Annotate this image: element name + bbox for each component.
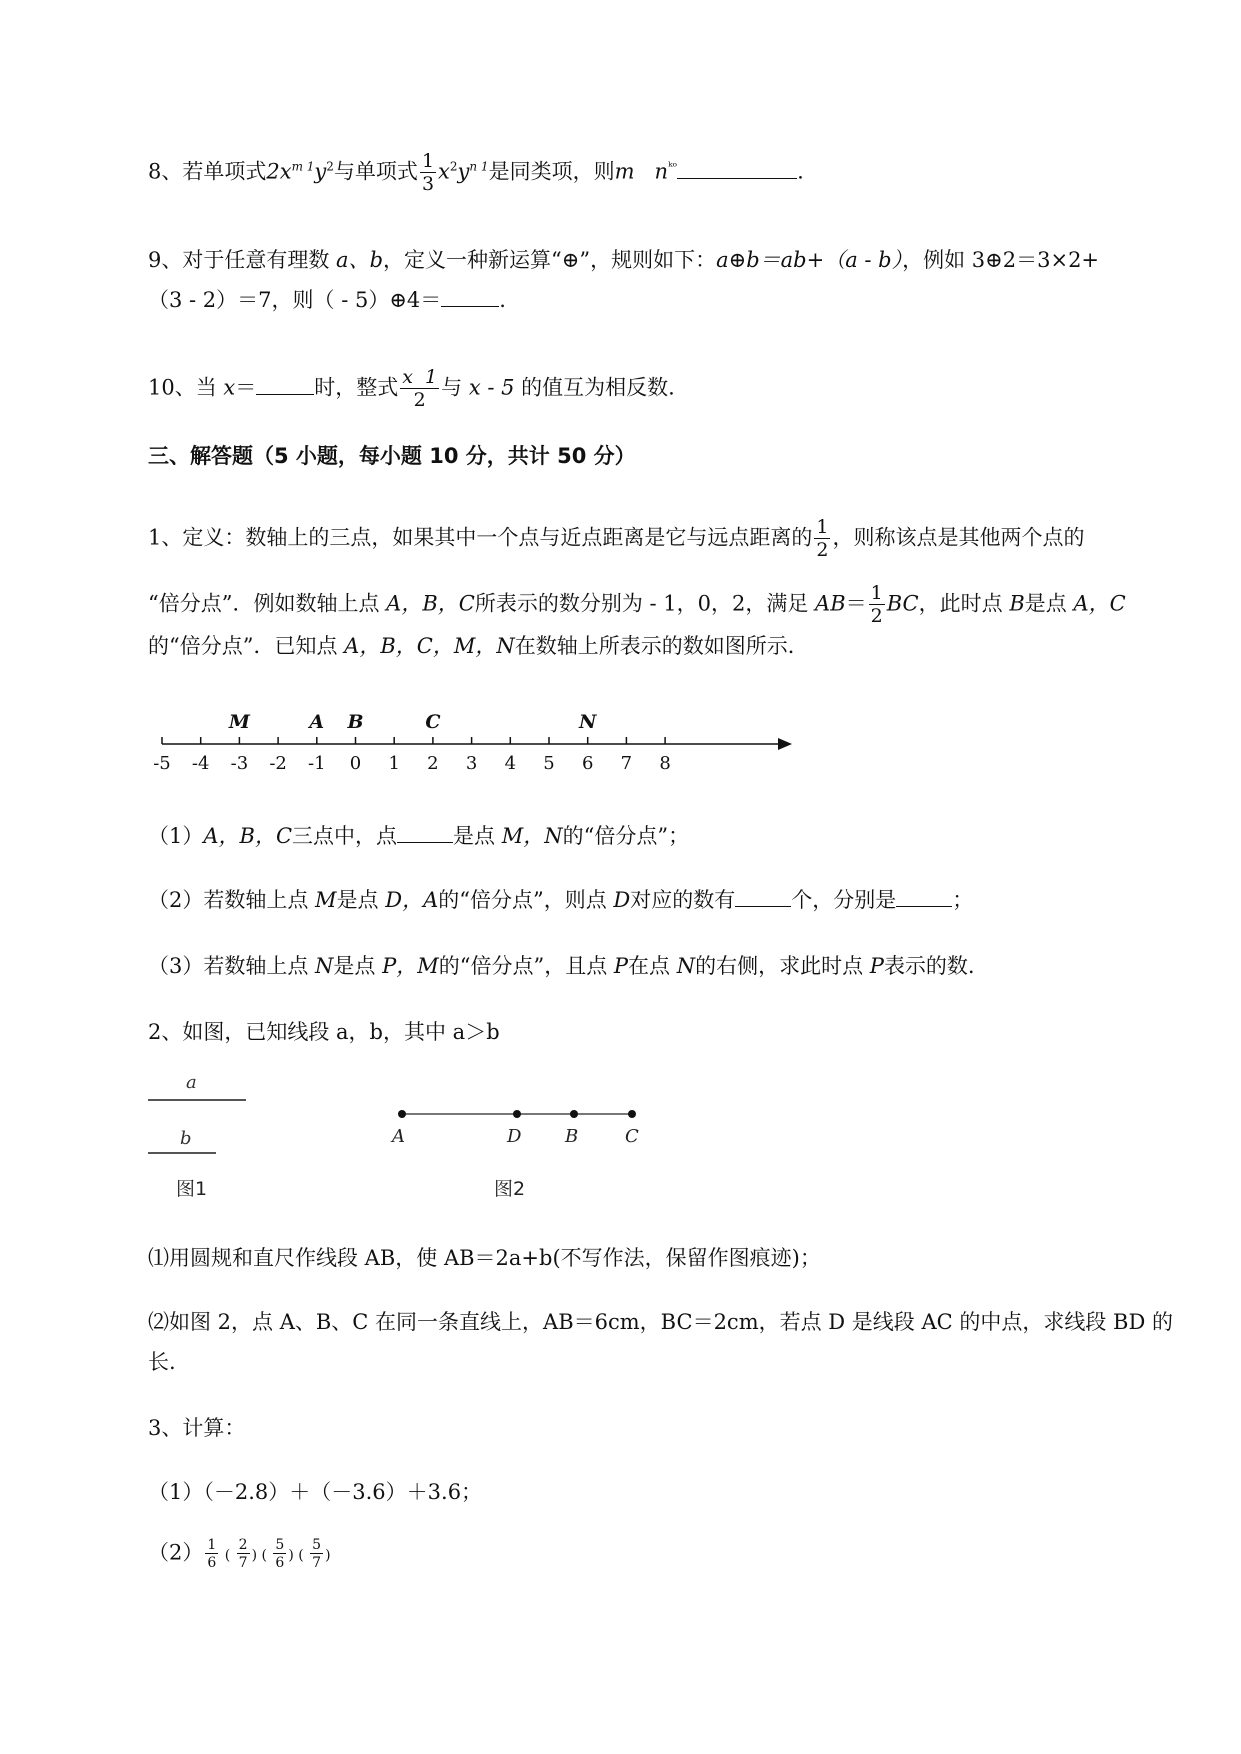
q8-y2: y xyxy=(457,159,470,184)
problem-1-sub-1 xyxy=(148,826,689,847)
p3-frac-2-den: 7 xyxy=(238,1555,248,1571)
q10-var-x: x xyxy=(223,375,236,400)
q8-answer-blank[interactable] xyxy=(677,174,797,179)
fig2-point-a xyxy=(398,1110,406,1118)
problem-2-sub-2-line-1: ⑵如图 2，点 A、B、C 在同一条直线上，AB＝6cm，BC＝2cm，若点 D 是线段 AC 的中点，求线段 BD 的 xyxy=(148,1310,1173,1334)
q10-frac-den: 2 xyxy=(413,389,426,411)
question-8 xyxy=(148,152,804,194)
p3-frac-4 xyxy=(310,1538,323,1570)
number-line-tick-label: -3 xyxy=(230,753,249,774)
number-line-point-label: M xyxy=(228,711,250,733)
fig2-point-b xyxy=(570,1110,578,1118)
p1-half-num-2: 1 xyxy=(870,582,883,604)
p1-text-d: 所表示的数分别为 - 1，0，2，满足 xyxy=(474,591,816,616)
number-line-tick-label: 8 xyxy=(659,753,671,774)
p3-close: ) xyxy=(325,1547,331,1564)
q8-frac-den: 3 xyxy=(421,173,435,195)
p3-frac-3 xyxy=(273,1538,286,1570)
number-line-tick-label: -1 xyxy=(308,753,326,774)
q8-suffix: 是同类项，则 xyxy=(488,159,615,184)
p1-point-b: B xyxy=(1009,591,1025,616)
fig1-label-a: a xyxy=(186,1072,197,1093)
number-line-ticks xyxy=(153,737,671,774)
number-line-tick-label: 7 xyxy=(620,753,633,774)
p1-sub3-text-c: 的“倍分点”，且点 xyxy=(438,954,614,978)
p3-frac-4-den: 7 xyxy=(312,1555,322,1571)
figure-1-segments xyxy=(140,1070,280,1200)
q8-x1-exp: m 1 xyxy=(291,159,315,174)
p1-text-g: 的“倍分点”．已知点 xyxy=(148,634,345,658)
p3-frac-2 xyxy=(237,1538,250,1570)
q9-text-b: ，定义一种新运算“⊕”，规则如下： xyxy=(383,248,717,272)
p1-sub3-text-a: （3）若数轴上点 xyxy=(148,954,316,978)
p3-sub2-prefix: （2） xyxy=(148,1540,204,1565)
p1-sub3-pm: P，M xyxy=(382,954,439,978)
q8-coef: 2 xyxy=(266,159,280,184)
q8-x2-exp: 2 xyxy=(449,159,458,174)
p1-half-den: 2 xyxy=(816,539,829,561)
p1-sub2-text-e: 个，分别是 xyxy=(791,888,897,912)
p3-frac-1-num: 1 xyxy=(207,1537,217,1553)
q9-answer-blank[interactable] xyxy=(441,302,499,307)
q10-frac-num: x 1 xyxy=(402,366,438,388)
q8-var-n: n xyxy=(654,159,669,184)
p3-op-3: ) ( xyxy=(288,1547,309,1564)
problem-1-sub-3 xyxy=(148,956,975,977)
problem-1-sub-2 xyxy=(148,890,973,911)
p1-sub1-blank[interactable] xyxy=(397,838,453,843)
number-line-tick-label: 3 xyxy=(465,753,478,774)
number-line-tick-label: 2 xyxy=(427,753,439,774)
p1-sub2-text-b: 是点 xyxy=(336,888,386,912)
number-line-tick-label: 6 xyxy=(581,753,594,774)
p1-sub2-text-c: 的“倍分点”，则点 xyxy=(438,888,614,912)
q9-text-a: 9、对于任意有理数 xyxy=(148,248,337,272)
q8-garble: ᵏᵒ xyxy=(668,159,678,174)
number-line-arrow xyxy=(778,738,792,750)
p3-op-1: ( xyxy=(220,1547,235,1564)
q10-prefix: 10、当 xyxy=(148,375,224,400)
p1-sub3-text-b: 是点 xyxy=(333,954,383,978)
q8-end: . xyxy=(797,159,804,184)
fig2-point-c xyxy=(628,1110,636,1118)
p1-text-b: ，则称该点是其他两个点的 xyxy=(832,525,1085,550)
q10-suffix-c: 的值互为相反数. xyxy=(514,375,675,400)
fig2-point-d xyxy=(513,1110,521,1118)
p1-text-a: 1、定义：数轴上的三点，如果其中一个点与近点距离是它与远点距离的 xyxy=(148,525,813,550)
q9-vars: a、b xyxy=(336,248,384,272)
p1-half-fraction-2 xyxy=(869,584,885,626)
p1-sub2-blank-count[interactable] xyxy=(735,902,791,907)
p1-text-c: “倍分点”．例如数轴上点 xyxy=(148,591,387,616)
figure-2-segment xyxy=(380,1090,670,1200)
number-line-point-label: C xyxy=(425,711,441,733)
p1-sub2-text-d: 对应的数有 xyxy=(630,888,736,912)
p1-sub2-d: D xyxy=(613,888,631,912)
problem-1-line-2 xyxy=(148,584,1126,626)
q8-x1: x xyxy=(279,159,292,184)
q8-var-m: m xyxy=(614,159,635,184)
p1-sub1-num: （1） xyxy=(148,824,204,848)
q10-suffix-a: 与 xyxy=(441,375,469,400)
number-line-tick-label: 1 xyxy=(388,753,400,774)
p3-frac-3-den: 6 xyxy=(275,1555,285,1571)
fig1-caption: 图1 xyxy=(176,1178,208,1200)
q8-fraction xyxy=(420,152,436,194)
p1-eq: ＝ xyxy=(845,591,867,616)
p1-sub1-text-b: 是点 xyxy=(453,824,502,848)
number-line-tick-label: 0 xyxy=(349,753,362,774)
problem-1-line-1 xyxy=(148,518,1084,560)
p1-text-f: 是点 xyxy=(1024,591,1074,616)
question-10 xyxy=(148,368,675,410)
number-line-points xyxy=(228,711,597,733)
p1-sub2-text-a: （2）若数轴上点 xyxy=(148,888,316,912)
problem-3-intro: 3、计算： xyxy=(148,1416,246,1440)
q10-answer-blank[interactable] xyxy=(256,390,314,395)
q9-text-c: ，例如 3⊕2＝3×2+ xyxy=(902,248,1100,272)
number-line-tick-label: -2 xyxy=(269,753,287,774)
q9-text-d: （3 - 2）＝7，则（ - 5）⊕4＝ xyxy=(148,288,442,312)
p3-op-2: ) ( xyxy=(251,1547,272,1564)
p1-sub3-text-f: 表示的数. xyxy=(883,954,975,978)
section-3-title: 三、解答题（5 小题，每小题 10 分，共计 50 分） xyxy=(148,444,636,468)
p1-sub2-m: M xyxy=(315,888,337,912)
q8-x2: x xyxy=(438,159,450,184)
number-line-tick-label: -5 xyxy=(153,753,171,774)
number-line-figure xyxy=(140,700,810,780)
q10-fraction xyxy=(400,368,439,410)
p1-points-ac: A，C xyxy=(1073,591,1126,616)
q8-prefix: 8、若单项式 xyxy=(148,159,267,184)
number-line-point-label: N xyxy=(579,711,597,733)
question-9-line-1 xyxy=(148,250,1099,271)
p1-points-abc: A，B，C xyxy=(386,591,475,616)
p1-sub1-text-c: 的“倍分点”； xyxy=(562,824,690,848)
p1-text-h: 在数轴上所表示的数如图所示． xyxy=(514,634,809,658)
fig2-label-b: B xyxy=(565,1126,579,1147)
question-9-line-2 xyxy=(148,290,506,311)
p1-sub1-pts: A，B，C xyxy=(203,824,293,848)
p1-sub2-blank-values[interactable] xyxy=(896,902,952,907)
fig2-label-d: D xyxy=(507,1126,522,1147)
p1-sub3-n2: N xyxy=(676,954,696,978)
p1-half-fraction xyxy=(814,518,830,560)
p1-half-den-2: 2 xyxy=(870,605,883,627)
q8-y1: y xyxy=(314,159,327,184)
q10-eq: ＝ xyxy=(235,375,257,400)
p1-sub3-text-e: 的右侧，求此时点 xyxy=(695,954,870,978)
fig2-caption: 图2 xyxy=(494,1178,526,1200)
p1-half-num: 1 xyxy=(816,516,829,538)
q10-mid: 时，整式 xyxy=(314,375,399,400)
fig2-label-a: A xyxy=(392,1126,405,1147)
p1-sub3-text-d: 在点 xyxy=(628,954,677,978)
fig2-label-c: C xyxy=(625,1126,639,1147)
p1-bc: BC xyxy=(886,591,919,616)
problem-1-line-3 xyxy=(148,636,809,657)
p1-sub2-end: ； xyxy=(952,888,974,912)
p3-frac-1 xyxy=(205,1538,218,1570)
q8-y1-exp: 2 xyxy=(326,159,334,174)
p1-sub1-text-a: 三点中，点 xyxy=(292,824,398,848)
number-line-tick-label: 4 xyxy=(504,753,517,774)
p3-frac-4-num: 5 xyxy=(312,1537,322,1553)
problem-2-sub-2-line-2: 长. xyxy=(148,1350,176,1374)
p1-sub2-da: D，A xyxy=(385,888,439,912)
number-line-point-label: A xyxy=(309,711,325,733)
q9-end: . xyxy=(499,288,506,312)
fig1-label-b: b xyxy=(180,1128,192,1149)
p1-sub3-p2: P xyxy=(869,954,884,978)
p3-frac-2-num: 2 xyxy=(238,1537,248,1553)
p1-ab: AB xyxy=(815,591,846,616)
q8-frac-num: 1 xyxy=(421,150,435,172)
p1-sub1-mn: M，N xyxy=(501,824,563,848)
p1-sub3-p: P xyxy=(613,954,629,978)
p1-points-all: A，B，C，M，N xyxy=(344,634,515,658)
problem-2-intro: 2、如图，已知线段 a，b，其中 a＞b xyxy=(148,1020,500,1044)
q8-y2-exp: n 1 xyxy=(469,159,489,174)
p3-frac-1-den: 6 xyxy=(207,1555,217,1571)
number-line-tick-label: -4 xyxy=(191,753,210,774)
p3-frac-3-num: 5 xyxy=(275,1537,285,1553)
q9-rule: a⊕b＝ab+（a - b） xyxy=(716,248,903,272)
problem-2-sub-1: ⑴用圆规和直尺作线段 AB，使 AB＝2a+b(不写作法，保留作图痕迹)； xyxy=(148,1246,821,1270)
number-line-point-label: B xyxy=(347,711,364,733)
problem-3-sub-1: （1）（－2.8）＋（－3.6）＋3.6； xyxy=(148,1480,483,1504)
p1-sub3-n: N xyxy=(315,954,334,978)
number-line-tick-label: 5 xyxy=(543,753,555,774)
p1-text-e: ，此时点 xyxy=(918,591,1010,616)
q8-mid: 与单项式 xyxy=(333,159,418,184)
problem-3-sub-2 xyxy=(148,1538,331,1570)
q10-expr: x - 5 xyxy=(468,375,515,400)
